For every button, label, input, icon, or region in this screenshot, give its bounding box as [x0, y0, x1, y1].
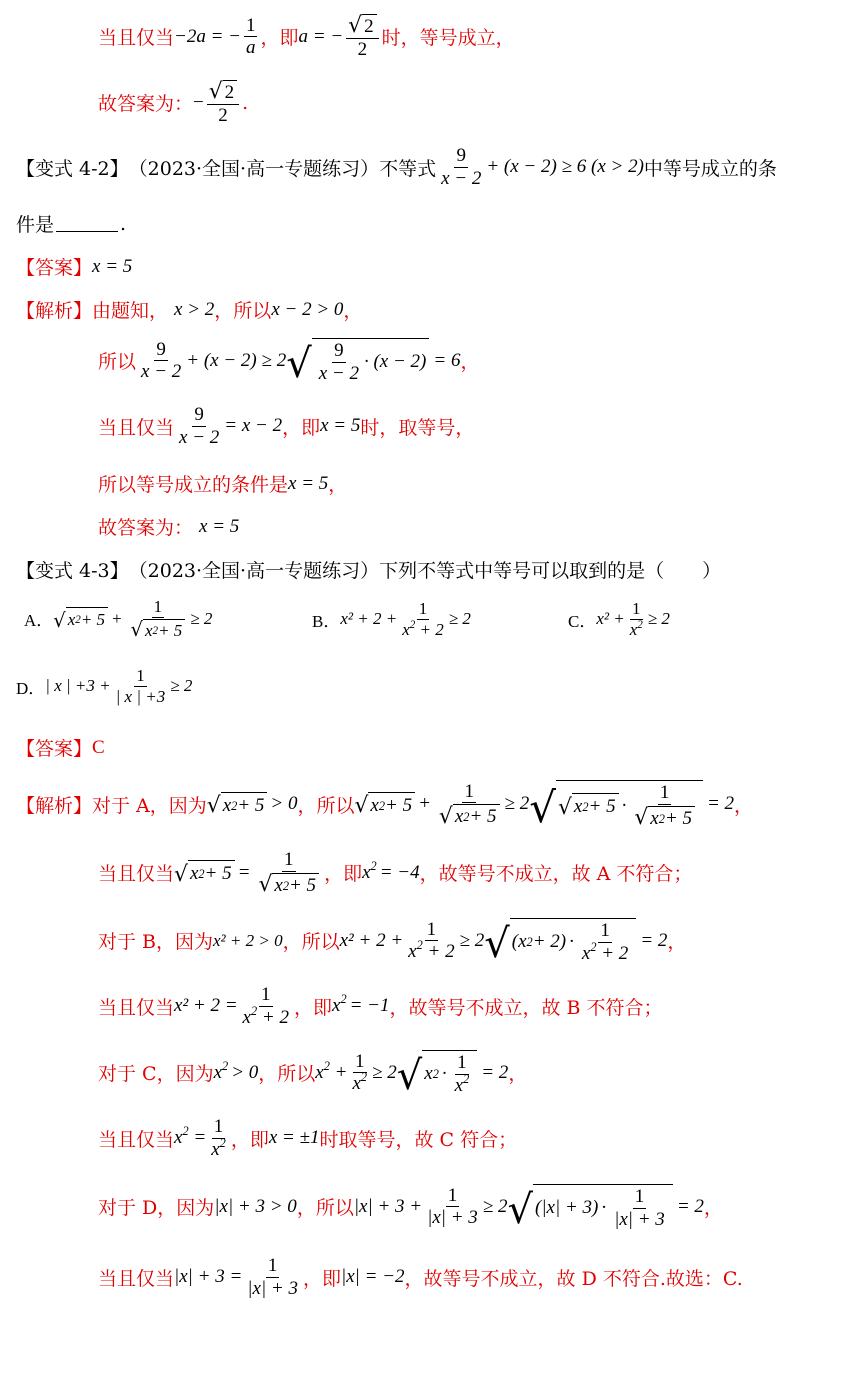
analysis-4-3-line3: 对于 B，因为 x² + 2 > 0 ，所以 x² + 2 + $\frac{1}{x^2 + 2}$ ≥ 2 √ (x 2 + 2) · $\frac{1}{x^2 + 2}$ = 2 ， — [98, 918, 687, 967]
fraction: $\frac{9}{x - 2}$ — [141, 338, 182, 383]
fraction: $\frac{9}{x - 2}$ — [318, 340, 359, 384]
fraction: $\frac{9}{x - 2}$ — [441, 145, 482, 189]
fraction: $\frac{1}{a}$ — [245, 14, 256, 59]
fraction: $\frac{1}{x^2 + 2}$ — [408, 918, 455, 963]
option-b: B． x² + 2 + $\frac{1}{x^2 + 2}$ ≥ 2 — [312, 599, 471, 639]
fraction: $\frac{1}{|x| + 3}$ — [427, 1184, 478, 1229]
square-root: √ √ x 2 + 5 · 1 √ x 2 + 5 — [529, 780, 703, 829]
fraction: √ 2 2 — [346, 14, 378, 60]
fraction: $\frac{1}{x^2 + 2}$ — [402, 599, 444, 639]
fraction: 1 √ x 2 + 5 — [437, 782, 502, 828]
fraction: 1 √ x 2 + 5 — [256, 850, 321, 896]
fraction: $\frac{1}{x^2 + 2}$ — [242, 984, 289, 1028]
fraction: $\frac{1}{x^2}$ — [352, 1050, 368, 1095]
option-d: D． | x | +3 + $\frac{1}{| x | +3}$ ≥ 2 — [16, 666, 193, 706]
analysis-4-3-line8: 当且仅当 |x| + 3 = $\frac{1}{|x| + 3}$ ，即 |x| = −2 ，故等号不成立，故 D 不符合.故选：C. — [98, 1255, 743, 1299]
option-a: A． √ x 2 + 5 + 1 √ x 2 + 5 ≥ 2 — [24, 597, 213, 642]
fraction: $\frac{1}{x^2}$ — [629, 599, 643, 639]
answer-4-3: 【答案】 C — [16, 736, 105, 760]
fraction: 1 √ x 2 + 5 — [129, 598, 188, 640]
solution-line-equality: 当且仅当 −2a = − $\frac{1}{a}$ ，即 a = − √ 2 2 时，等号成立， — [98, 13, 515, 60]
fraction: √ 2 2 — [207, 80, 239, 126]
analysis-4-2-line4: 所以等号成立的条件是 x = 5 ， — [98, 472, 348, 496]
question-4-2: 【变式 4-2】 （2023·全国·高一专题练习）不等式 $\frac{9}{x - 2}$ + (x − 2) ≥ 6 (x > 2) 中等号成立的条 — [16, 145, 777, 189]
fraction: $\frac{1}{|x| + 3}$ — [247, 1255, 298, 1299]
square-root: √ (x 2 + 2) · $\frac{1}{x^2 + 2}$ — [484, 918, 636, 964]
square-root: √ x 2 · $\frac{1}{x^2}$ — [397, 1050, 477, 1096]
fraction: $\frac{1}{x^2}$ — [211, 1116, 226, 1160]
analysis-4-3-line5: 对于 C，因为 $x^2$ > 0 ，所以 $x^2$ + $\frac{1}{x^2}$ ≥ 2 √ x 2 · $\frac{1}{x^2}$ = 2 ， — [98, 1050, 528, 1099]
analysis-4-3-line4: 当且仅当 x² + 2 = $\frac{1}{x^2 + 2}$ ，即 $x^2$ = −1 ，故等号不成立，故 B 不符合； — [98, 984, 663, 1028]
answer-4-2: 【答案】 x = 5 — [16, 255, 133, 279]
square-root: √ (|x| + 3) · $\frac{1}{|x| + 3}$ — [508, 1184, 673, 1230]
fraction: $\frac{9}{x - 2}$ — [179, 404, 220, 448]
analysis-4-2-line2: 所以 $\frac{9}{x - 2}$ + (x − 2) ≥ 2 √ $\frac{9}{x - 2}$ · (x − 2) = 6 ， — [98, 338, 480, 387]
analysis-4-3-line6: 当且仅当 $x^2$ = $\frac{1}{x^2}$ ，即 x = ±1 时取等号，故 C 符合； — [98, 1116, 518, 1160]
square-root: √ x 2 + 5 — [174, 860, 235, 885]
analysis-4-3-line7: 对于 D，因为 |x| + 3 > 0 ，所以 |x| + 3 + $\frac{1}{|x| + 3}$ ≥ 2 √ (|x| + 3) · $\frac{1}{|x| + 3}$ = 2 ， — [98, 1184, 723, 1233]
analysis-4-2-line3: 当且仅当 $\frac{9}{x - 2}$ = x − 2 ，即 x = 5 时，取等号， — [98, 404, 475, 448]
question-4-3: 【变式 4-3】 （2023·全国·高一专题练习）下列不等式中等号可以取到的是（ ） — [16, 560, 722, 582]
option-c: C． x² + $\frac{1}{x^2}$ ≥ 2 — [568, 599, 670, 639]
square-root: √ $\frac{9}{x - 2}$ · (x − 2) — [286, 338, 429, 384]
square-root: √ x 2 + 5 — [53, 607, 108, 630]
square-root: √ x 2 + 5 — [207, 792, 268, 817]
square-root: √ x 2 + 5 — [354, 792, 415, 817]
analysis-4-2-line1: 【解析】 由题知， x > 2 ，所以 x − 2 > 0 ， — [16, 298, 363, 322]
analysis-4-2-line5: 故答案为： x = 5 — [98, 515, 240, 539]
answer-line: 故答案为： − √ 2 2 . — [98, 79, 249, 126]
analysis-4-3-line2: 当且仅当 √ x 2 + 5 = 1 √ x 2 + 5 ，即 $x^2$ = −4 ，故等号不成立，故 A 不符合； — [98, 849, 693, 898]
question-4-2-cont: 件是 . — [16, 212, 127, 236]
analysis-4-3-line1: 【解析】 对于 A，因为 √ x 2 + 5 > 0 ，所以 √ x 2 + 5 + 1 √ x 2 + 5 ≥ 2 √ √ x 2 + 5 · 1 √ x 2 + 5 = 2 ， — [16, 780, 754, 832]
fraction: $\frac{1}{| x | +3}$ — [115, 666, 166, 706]
answer-blank — [56, 230, 118, 232]
